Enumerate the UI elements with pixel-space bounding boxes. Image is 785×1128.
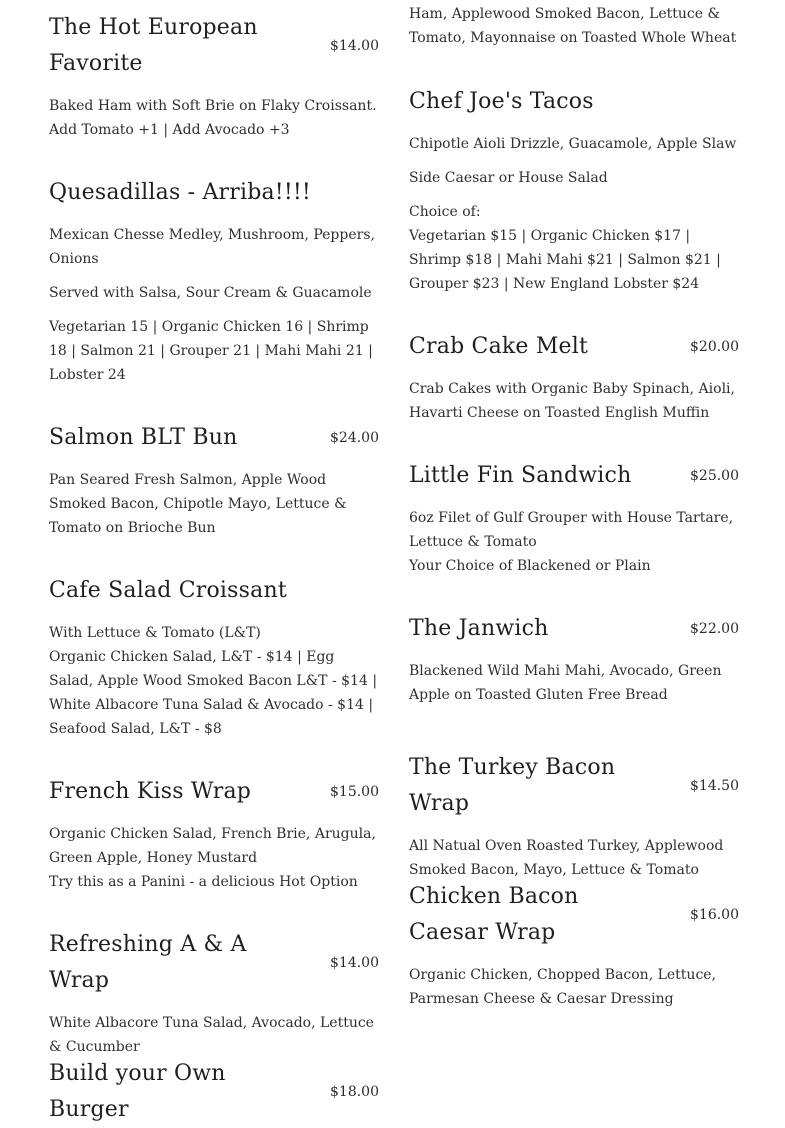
menu-item-continued: [409, 2, 739, 50]
menu-item-salmon-blt: [49, 420, 379, 540]
item-price: $24.00: [330, 430, 379, 446]
item-desc: Organic Chicken Salad, French Brie, Arugula, Green Apple, Honey Mustard Try this as a Panini - a delicious Hot Option: [49, 826, 376, 890]
item-desc: Baked Ham with Soft Brie on Flaky Croissant. Add Tomato +1 | Add Avocado +3: [49, 98, 377, 138]
menu-item-quesadillas: [49, 175, 379, 387]
item-desc: Chipotle Aioli Drizzle, Guacamole, Apple Slaw: [409, 136, 737, 152]
item-price: $16.00: [690, 907, 739, 923]
item-desc: Mexican Chesse Medley, Mushroom, Peppers, Onions: [49, 227, 375, 267]
item-desc: Pan Seared Fresh Salmon, Apple Wood Smoked Bacon, Chipotle Mayo, Lettuce & Tomato on Brioche Bun: [49, 472, 347, 536]
menu-item-build-burger: [49, 1056, 379, 1128]
item-price: $25.00: [690, 468, 739, 484]
item-desc: All Natual Oven Roasted Turkey, Applewood Smoked Bacon, Mayo, Lettuce & Tomato: [409, 838, 724, 878]
menu-item-hot-european: [49, 10, 379, 142]
item-desc: Choice of: Vegetarian $15 | Organic Chicken $17 | Shrimp $18 | Mahi Mahi $21 | Salmon $21 | Grouper $23 | New England Lobster $24: [409, 204, 721, 292]
item-price: $15.00: [330, 784, 379, 800]
item-title: The Janwich: [409, 616, 549, 641]
item-title: Cafe Salad Croissant: [49, 578, 287, 603]
item-title: The Hot European Favorite: [49, 15, 258, 76]
item-desc: Crab Cakes with Organic Baby Spinach, Aioli, Havarti Cheese on Toasted English Muffin: [409, 381, 735, 421]
menu-item-little-fin: [409, 458, 739, 578]
item-title: Salmon BLT Bun: [49, 425, 238, 450]
menu-item-refreshing-wrap: [49, 927, 379, 1059]
menu-item-crab-cake-melt: [409, 329, 739, 425]
item-price: $18.00: [330, 1084, 379, 1100]
item-desc: White Albacore Tuna Salad, Avocado, Lettuce & Cucumber: [49, 1015, 374, 1055]
item-desc: Served with Salsa, Sour Cream & Guacamole: [49, 285, 372, 301]
item-title: French Kiss Wrap: [49, 779, 252, 804]
item-desc: Vegetarian 15 | Organic Chicken 16 | Shrimp 18 | Salmon 21 | Grouper 21 | Mahi Mahi 21 | Lobster 24: [49, 319, 373, 383]
item-title: Build your Own Burger: [49, 1061, 226, 1122]
item-desc: 6oz Filet of Gulf Grouper with House Tartare, Lettuce & Tomato Your Choice of Blackened or Plain: [409, 510, 734, 574]
item-title: Crab Cake Melt: [409, 334, 589, 359]
menu-item-chef-joes-tacos: [409, 84, 739, 296]
item-title: Chef Joe's Tacos: [409, 89, 594, 114]
item-price: $14.00: [330, 38, 379, 54]
item-desc: With Lettuce & Tomato (L&T) Organic Chicken Salad, L&T - $14 | Egg Salad, Apple Wood Smoked Bacon L&T - $14 | White Albacore Tuna Salad & Avocado - $14 | Seafood Salad, L&T - $8: [49, 625, 378, 737]
item-title: The Turkey Bacon Wrap: [409, 755, 616, 816]
menu-item-turkey-bacon-wrap: [409, 750, 739, 882]
item-title: Chicken Bacon Caesar Wrap: [409, 884, 579, 945]
item-desc: Ham, Applewood Smoked Bacon, Lettuce & Tomato, Mayonnaise on Toasted Whole Wheat: [409, 6, 737, 46]
item-title: Quesadillas - Arriba!!!!: [49, 180, 311, 205]
menu-item-chicken-caesar-wrap: [409, 879, 739, 1011]
menu-item-french-kiss: [49, 774, 379, 894]
item-title: Refreshing A & A Wrap: [49, 932, 247, 993]
item-price: $14.50: [690, 778, 739, 794]
item-desc: Blackened Wild Mahi Mahi, Avocado, Green Apple on Toasted Gluten Free Bread: [409, 663, 722, 703]
menu-item-janwich: [409, 611, 739, 707]
menu-item-cafe-salad: [49, 573, 379, 741]
item-title: Little Fin Sandwich: [409, 463, 632, 488]
item-price: $22.00: [690, 621, 739, 637]
item-price: $14.00: [330, 955, 379, 971]
item-price: $20.00: [690, 339, 739, 355]
item-desc: Organic Chicken, Chopped Bacon, Lettuce, Parmesan Cheese & Caesar Dressing: [409, 967, 717, 1007]
item-desc: Side Caesar or House Salad: [409, 170, 608, 186]
